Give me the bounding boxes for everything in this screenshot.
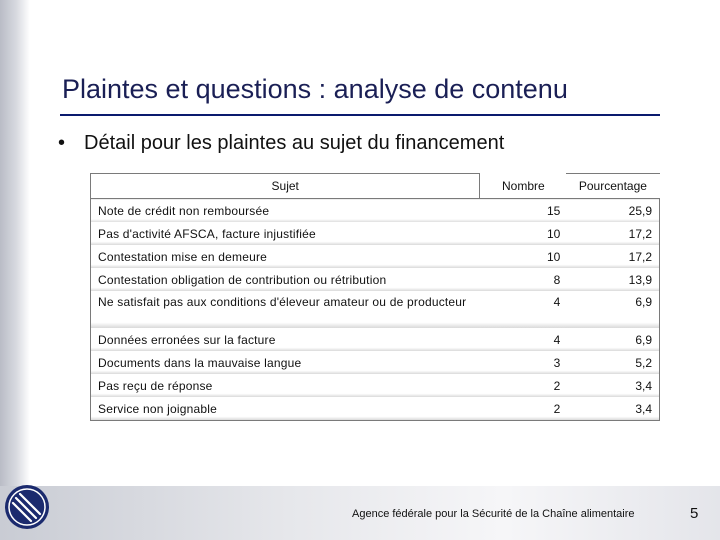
table-row [91, 397, 660, 421]
table-row [91, 351, 660, 374]
cell-subject: Contestation mise en demeure [91, 245, 480, 268]
cell-subject: Données erronées sur la facture [91, 328, 480, 351]
cell-subject: Pas reçu de réponse [91, 374, 480, 397]
header-percent: Pourcentage [566, 174, 659, 199]
footer-agency-name: Agence fédérale pour la Sécurité de la Chaîne alimentaire [352, 508, 635, 520]
cell-count: 4 [480, 328, 566, 351]
cell-percent: 3,4 [566, 374, 659, 397]
cell-subject: Pas d'activité AFSCA, facture injustifiée [91, 222, 480, 245]
cell-count: 2 [480, 397, 566, 421]
cell-subject: Service non joignable [91, 397, 480, 421]
cell-subject: Contestation obligation de contribution ou rétribution [91, 268, 480, 291]
table-row [91, 291, 660, 328]
cell-subject: Documents dans la mauvaise langue [91, 351, 480, 374]
table-row [91, 268, 660, 291]
page-title: Plaintes et questions : analyse de contenu [62, 74, 568, 104]
cell-count: 8 [480, 268, 566, 291]
table-row [91, 328, 660, 351]
cell-percent: 3,4 [566, 397, 659, 421]
left-decorative-band [0, 0, 30, 540]
cell-percent: 5,2 [566, 351, 659, 374]
cell-percent: 17,2 [566, 222, 659, 245]
table-row [91, 374, 660, 397]
cell-subject: Ne satisfait pas aux conditions d'éleveur amateur ou de producteur [91, 291, 480, 328]
cell-count: 15 [480, 199, 566, 223]
cell-percent: 17,2 [566, 245, 659, 268]
afsca-logo-icon [2, 482, 52, 532]
bullet-text: Détail pour les plaintes au sujet du financement [84, 132, 505, 154]
page-number: 5 [690, 505, 699, 522]
cell-count: 4 [480, 291, 566, 328]
cell-percent: 13,9 [566, 268, 659, 291]
bullet-marker: • [58, 132, 66, 154]
cell-percent: 25,9 [566, 199, 659, 223]
cell-count: 10 [480, 222, 566, 245]
cell-percent: 6,9 [566, 328, 659, 351]
cell-percent: 6,9 [566, 291, 659, 328]
cell-count: 3 [480, 351, 566, 374]
cell-count: 2 [480, 374, 566, 397]
cell-count: 10 [480, 245, 566, 268]
cell-subject: Note de crédit non remboursée [91, 199, 480, 223]
bullet-point [58, 132, 504, 155]
table-row [91, 222, 660, 245]
header-subject: Sujet [91, 174, 480, 199]
table-row [91, 245, 660, 268]
header-count: Nombre [502, 178, 545, 193]
table-header-row [91, 174, 660, 199]
table-row [91, 199, 660, 223]
complaints-table [90, 173, 660, 421]
title-underline [60, 114, 660, 116]
